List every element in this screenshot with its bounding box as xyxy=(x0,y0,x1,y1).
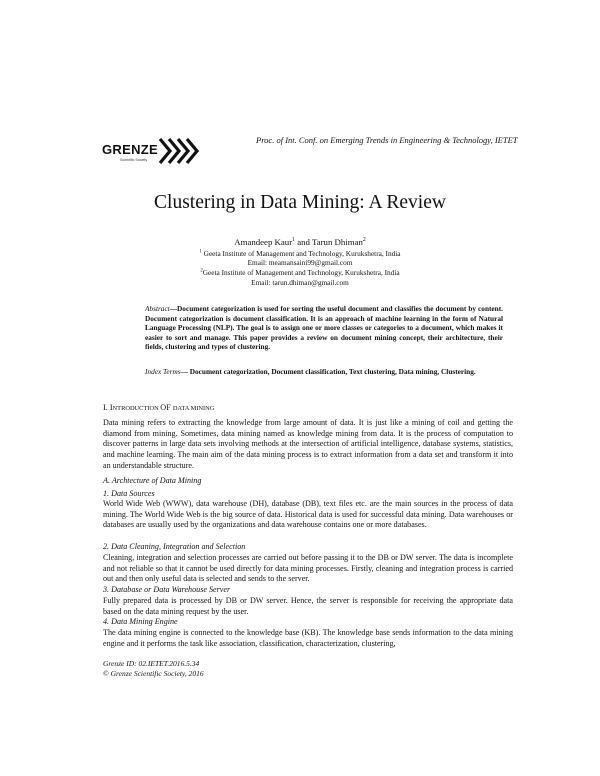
author-2-sup: 2 xyxy=(362,237,366,244)
paragraph-data-cleaning: Cleaning, integration and selection processes are carried out before passing it to the DB or DW server. The data is incomplete and not reliable so that it cannot be used directly for data mining processes. Firstly, cleaning and integration process is carried out and then only useful data is selected and sends to the server. xyxy=(103,553,513,584)
paragraph-db-server: Fully prepared data is processed by DB or DW server. Hence, the server is responsible for receiving the appropriate data based on the data mining request by the user. xyxy=(103,596,513,616)
abstract-label: Abstract xyxy=(145,304,170,313)
copyright: © Grenze Scientific Society, 2016 xyxy=(103,669,204,678)
affiliation-2 xyxy=(0,268,600,277)
affiliation-1-inst: Geeta Institute of Management and Technology, Kurukshetra, India xyxy=(203,249,401,258)
author-1-sup: 1 xyxy=(292,237,295,244)
subheading-data-cleaning: 2. Data Cleaning, Integration and Selection xyxy=(103,542,246,551)
author-line xyxy=(0,237,600,247)
intro-paragraph: Data mining refers to extracting the knowledge from large amount of data. It is just like a mining of coil and getting the diamond from mining. Sometimes, data mining named as knowledge mining from data. It is the process of computation to discover patterns in large data sets involving methods at the intersection of artificial intelligence, database systems, statistics, and machine learning. The main aim of the data mining process is to extract information from a data set and transform it into an understandable structure. xyxy=(103,418,513,470)
section-title-part-3: DATA MINING xyxy=(172,405,215,412)
logo-tagline: Scientific Society xyxy=(120,158,148,162)
paragraph-mining-engine: The data mining engine is connected to the knowledge base (KB). The knowledge base sends information to the data mining engine and it performs the task like association, classification, characterization, clustering, xyxy=(103,628,513,648)
subsection-architecture: A. Archtecture of Data Mining xyxy=(103,476,202,485)
subheading-db-server: 3. Database or Data Warehouse Server xyxy=(103,585,231,594)
paragraph-data-sources: World Wide Web (WWW), data warehouse (DH), database (DB), text files etc. are the main sources in the process of data mining. The World Wide Web is the big source of data. Historical data is used for successful data mining. Data warehouses or databases are usually used by the organizations and data warehouse contains one or more databases. xyxy=(103,499,513,530)
affiliation-1-sup: 1 xyxy=(199,249,202,255)
section-num: I. I xyxy=(103,403,113,412)
author-connector: and xyxy=(295,237,312,247)
index-terms-label: Index Terms xyxy=(145,367,181,376)
affiliation-1-email: Email: meamansaini99@gmail.com xyxy=(247,258,353,267)
chevron-arrows-icon xyxy=(158,136,202,166)
affiliation-1 xyxy=(0,249,600,258)
author-2: Tarun Dhiman xyxy=(311,237,363,247)
grenze-logo xyxy=(102,136,200,166)
grenze-id: Grenze ID: 02.IETET.2016.5.34 xyxy=(103,659,200,668)
paper-title: Clustering in Data Mining: A Review xyxy=(154,192,446,213)
affiliation-2-email: Email: tarun.dhiman@gmail.com xyxy=(251,278,349,287)
section-heading-introduction xyxy=(103,403,214,412)
section-title-part-2: OF xyxy=(160,403,173,412)
index-terms xyxy=(145,367,503,377)
affiliation-2-inst: Geeta Institute of Management and Technology, Kurukshetra, India xyxy=(202,268,400,277)
proceedings-header: Proc. of Int. Conf. on Emerging Trends in Engineering & Technology, IETET xyxy=(256,135,518,145)
author-1: Amandeep Kaur xyxy=(234,237,293,247)
section-title-part-1: NTRODUCTION xyxy=(112,405,161,412)
logo-text: GRENZE xyxy=(102,142,158,157)
index-terms-text: — Document categorization, Document classification, Text clustering, Data mining, Clustering. xyxy=(180,367,476,376)
subheading-data-sources: 1. Data Sources xyxy=(103,489,155,498)
subheading-mining-engine: 4. Data Mining Engine xyxy=(103,617,178,626)
abstract xyxy=(145,304,503,352)
affiliation-2-sup: 2 xyxy=(200,268,203,274)
abstract-text: —Document categorization is used for sorting the useful document and classifies the document by content. Document categorization is document classification. It is an approach of machine learning in the form of Natural Language Processing (NLP). The goal is to assign one or more classes or categories to a document, which makes it easier to sort and manage. This paper provides a review on document mining concept, their architecture, their fields, clustering and types of clustering. xyxy=(145,304,503,352)
